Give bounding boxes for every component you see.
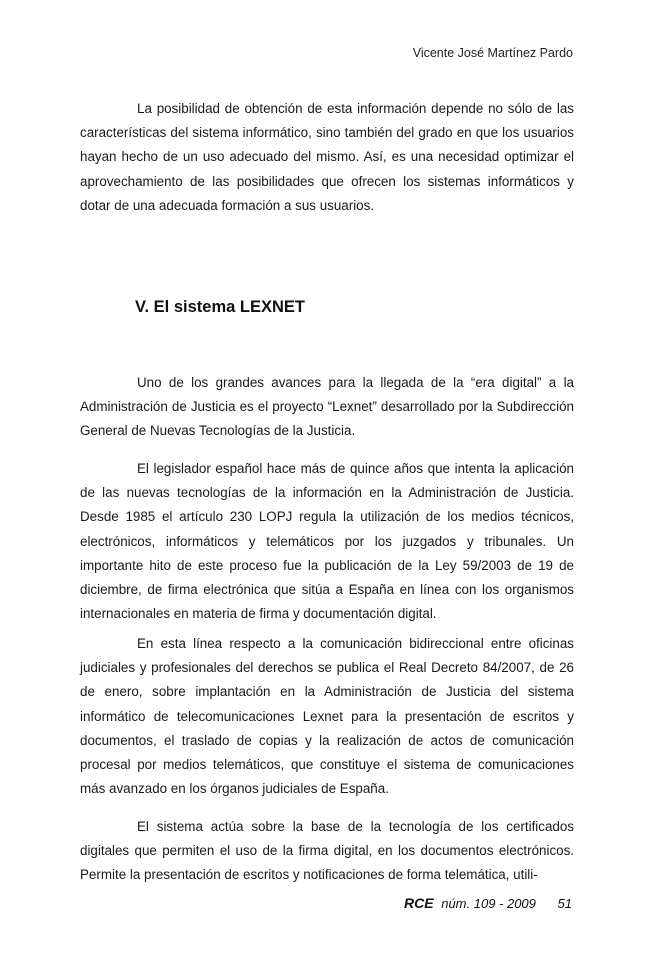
running-head-author: Vicente José Martínez Pardo: [412, 46, 573, 60]
footer-page-number: 51: [557, 896, 572, 911]
section-paragraph: Uno de los grandes avances para la llegada de la “era digital” a la Administración de Justicia es el proyecto “Lexnet” desarrollado por la Subdirección General de Nuevas Tecnologías de la Justicia.: [80, 375, 574, 439]
footer-issue: núm. 109 - 2009: [441, 896, 536, 911]
section-paragraph: El sistema actúa sobre la base de la tecnología de los certificados digitales que permiten el uso de la firma digital, en los documentos electrónicos. Permite la presentación de escritos y notificaciones de forma telemática, utili-: [80, 819, 574, 883]
section-paragraph: En esta línea respecto a la comunicación bidireccional entre oficinas judiciales y profesionales del derechos se publica el Real Decreto 84/2007, de 26 de enero, sobre implantación en la Administración de Justicia del sistema informático de telecomunicaciones Lexnet para la presentación de escritos y documentos, el traslado de copias y la realización de actos de comunicación procesal por medios telemáticos, que constituye el sistema de comunicaciones más avanzado en los órganos judiciales de España.: [80, 636, 574, 797]
section-paragraph-4-block: [80, 815, 574, 888]
intro-paragraph: La posibilidad de obtención de esta información depende no sólo de las características del sistema informático, sino también del grado en que los usuarios hayan hecho de un uso adecuado del mismo. Así, es una necesidad optimizar el aprovechamiento de las posibilidades que ofrecen los sistemas informáticos y dotar de una adecuada formación a sus usuarios.: [80, 101, 574, 213]
section-paragraph-3-block: [80, 632, 574, 801]
section-paragraph: El legislador español hace más de quince años que intenta la aplicación de las nuevas tecnologías de la información en la Administración de Justicia. Desde 1985 el artículo 230 LOPJ regula la utilización de los medios técnicos, electrónicos, informáticos y telemáticos por los juzgados y tribunales. Un importante hito de este proceso fue la publicación de la Ley 59/2003 de 19 de diciembre, de firma electrónica que sitúa a España en línea con los organismos internacionales en materia de firma y documentación digital.: [80, 461, 574, 622]
section-heading: V. El sistema LEXNET: [135, 298, 305, 316]
footer-journal: RCE: [404, 895, 434, 911]
intro-block: [80, 97, 574, 218]
section-paragraph-2-block: [80, 457, 574, 626]
page-footer: [404, 895, 572, 911]
section-paragraph-1-block: [80, 371, 574, 444]
